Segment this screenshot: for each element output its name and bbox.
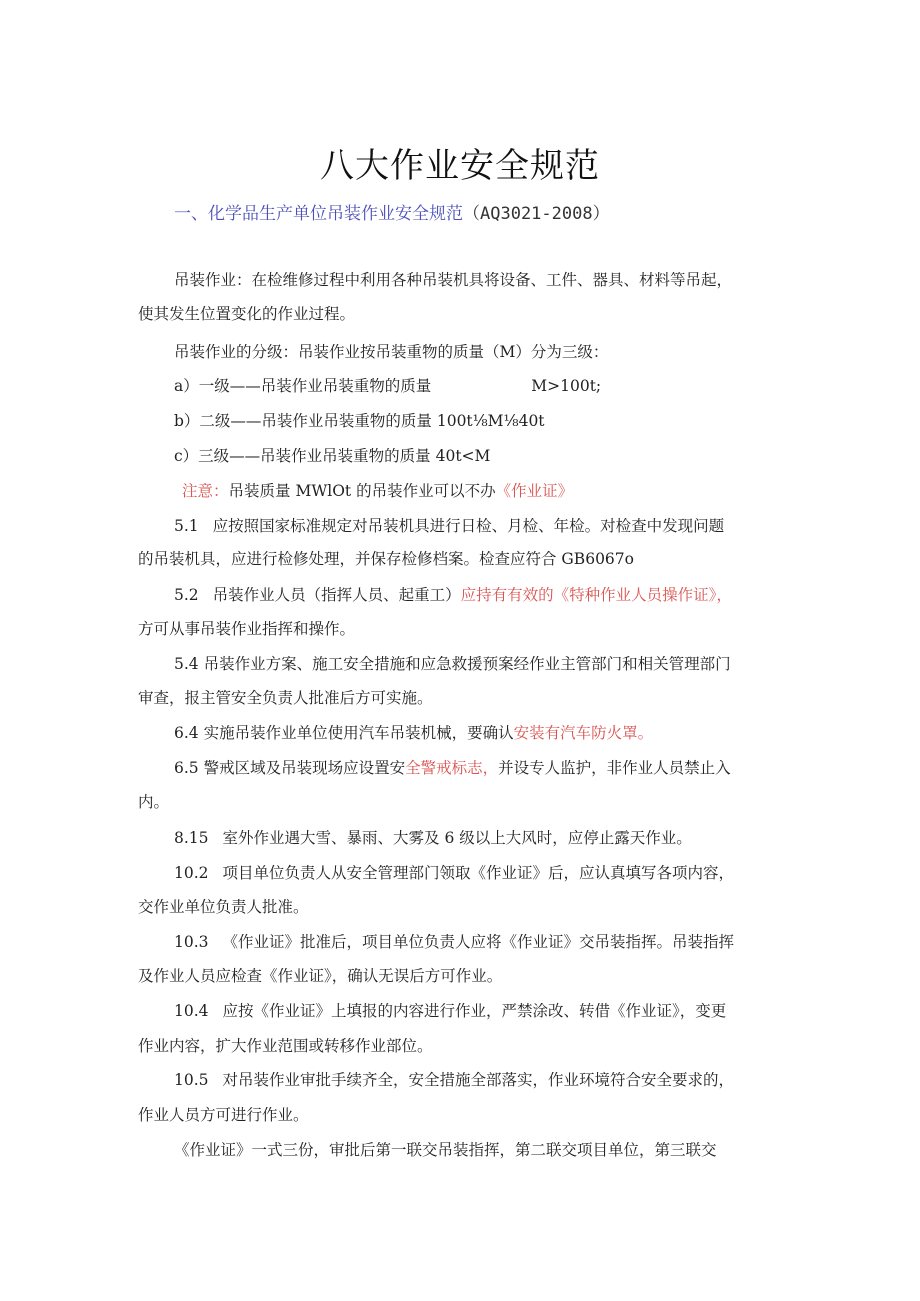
clause-5-2: 5.2 吊装作业人员（指挥人员、起重工）应持有有效的《特种作业人员操作证》，	[174, 586, 732, 604]
paragraph-line: 作业人员方可进行作业。	[138, 1106, 309, 1124]
paragraph-line: 使其发生位置变化的作业过程。	[138, 305, 356, 323]
paragraph-line: 吊装作业的分级：吊装作业按吊装重物的质量（M）分为三级：	[174, 343, 609, 361]
paragraph-line: 《作业证》一式三份，审批后第一联交吊装指挥，第二联交项目单位，第三联交	[174, 1141, 717, 1159]
page-title: 八大作业安全规范	[320, 146, 600, 186]
grade-item-1: a）一级——吊装作业吊装重物的质量 M>100t;	[174, 377, 602, 395]
section-code: （AQ3021-2008）	[463, 204, 610, 224]
note-label: 注意：	[182, 482, 229, 500]
grade-item-3: c）三级——吊装作业吊装重物的质量 40t<M	[174, 447, 491, 465]
clause-10-3: 10.3 《作业证》批准后，项目单位负责人应将《作业证》交吊装指挥。吊装指挥	[174, 933, 735, 951]
paragraph-line: 及作业人员应检查《作业证》，确认无误后方可作业。	[138, 967, 503, 985]
clause-5-1: 5.1 应按照国家标准规定对吊装机具进行日检、月检、年检。对检查中发现问题	[174, 517, 725, 535]
clause-6-5: 6.5 警戒区域及吊装现场应设置安全警戒标志，并设专人监护，非作业人员禁止入	[174, 759, 731, 777]
clause-10-4: 10.4 应按《作业证》上填报的内容进行作业，严禁涂改、转借《作业证》，变更	[174, 1002, 727, 1020]
paragraph-line: 审查，报主管安全负责人批准后方可实施。	[138, 689, 433, 707]
clause-5-4: 5.4 吊装作业方案、施工安全措施和应急救援预案经作业主管部门和相关管理部门	[174, 655, 731, 673]
paragraph-line: 的吊装机具，应进行检修处理，并保存检修档案。检查应符合 GB6067o	[138, 550, 634, 568]
paragraph-line: 作业内容，扩大作业范围或转移作业部位。	[138, 1037, 433, 1055]
clause-6-4: 6.4 实施吊装作业单位使用汽车吊装机械，要确认安装有汽车防火罩。	[174, 724, 654, 742]
paragraph-line: 方可从事吊装作业指挥和操作。	[138, 620, 356, 638]
grade-item-2: b）二级——吊装作业吊装重物的质量 100t⅛M⅛40t	[174, 412, 545, 430]
clause-10-5: 10.5 对吊装作业审批手续齐全，安全措施全部落实，作业环境符合安全要求的，	[174, 1071, 735, 1089]
paragraph-line: 吊装作业：在检维修过程中利用各种吊装机具将设备、工件、器具、材料等吊起，	[174, 271, 733, 289]
clause-8-15: 8.15 室外作业遇大雪、暴雨、大雾及 6 级以上大风时，应停止露天作业。	[174, 829, 692, 847]
clause-10-2: 10.2 项目单位负责人从安全管理部门领取《作业证》后，应认真填写各项内容，	[174, 864, 735, 882]
note-line: 注意：吊装质量 MWlOt 的吊装作业可以不办《作业证》	[182, 482, 574, 500]
paragraph-line: 内。	[138, 793, 170, 811]
section-heading-text: 一、化学品生产单位吊装作业安全规范	[174, 204, 463, 224]
section-heading	[174, 199, 610, 224]
paragraph-line: 交作业单位负责人批准。	[138, 898, 309, 916]
